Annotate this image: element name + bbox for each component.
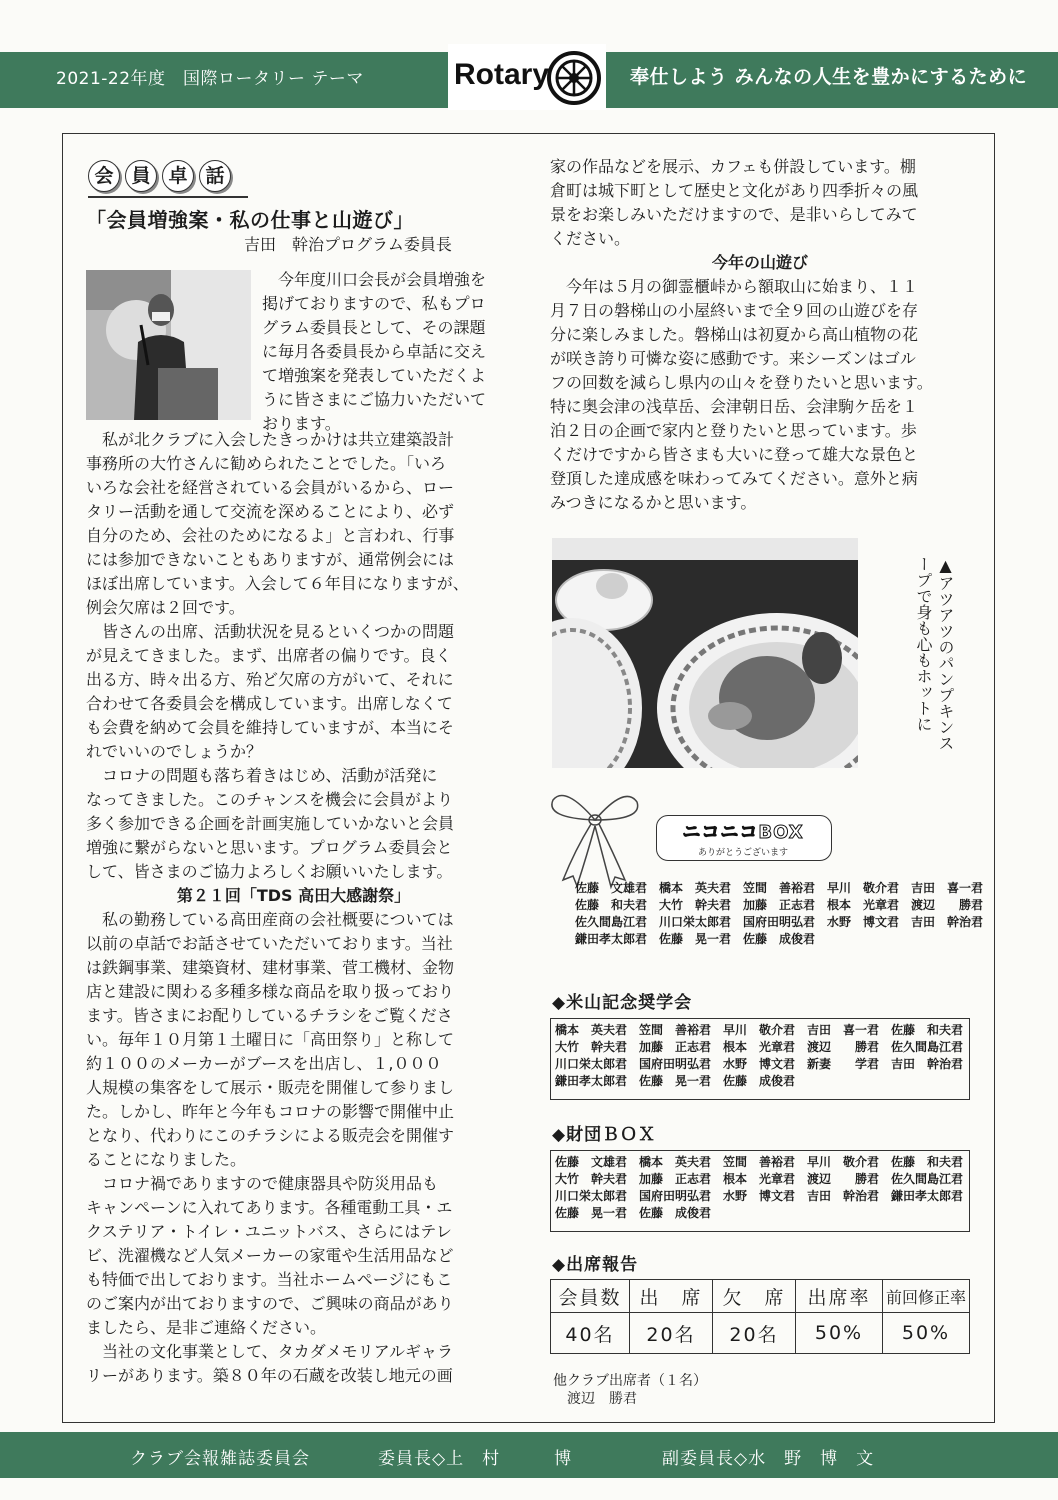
attendance-value-cell: 40名 <box>551 1313 630 1354</box>
text-line: 増強に繋がらないと思います。プログラム委員会と <box>86 838 453 857</box>
name-row: 佐藤 和夫君 大竹 幹夫君 加藤 正志君 根本 光章君 渡辺 勝君 <box>575 898 984 912</box>
text-line: ましたら、是非ご連絡ください。 <box>86 1318 327 1337</box>
text-line: 自分のため、会社のためになるよ」と言われ、行事 <box>86 526 455 545</box>
attendance-value-cell: 50% <box>796 1313 883 1354</box>
subheading-tds: 第２１回「TDS 高田大感謝祭」 <box>176 886 411 905</box>
article-intro <box>262 268 502 436</box>
text-line: して、皆さまのご協力よろしくお願いいたします。 <box>86 862 453 881</box>
section-label-char: 会 <box>88 160 120 192</box>
name-row: 大竹 幹夫君 加藤 正志君 根本 光章君 渡辺 勝君 佐久間島江君 <box>555 1040 964 1054</box>
food-photo <box>552 538 858 768</box>
text-line: いろな会社を経営されている会員がいるから、ロー <box>86 478 455 497</box>
photo-caption: ▲アツアツのパンプキンスープで身も心もホットに <box>914 556 955 751</box>
text-line: 月７日の磐梯山の小屋終いまで全９回の山遊びを存 <box>550 301 919 320</box>
text-line: 特に奥会津の浅草岳、会津朝日岳、会津駒ケ岳を１ <box>550 397 919 416</box>
text-line: クステリア・トイレ・ユニットバス、さらにはテレ <box>86 1222 452 1241</box>
article-body-left <box>86 428 501 1388</box>
text-line: は鉄鋼事業、建築資材、建材事業、菅工機材、金物 <box>86 958 455 977</box>
other-club-label: 他クラブ出席者（１名） <box>553 1373 707 1389</box>
text-line: 倉町は城下町として歴史と文化があり四季折々の風 <box>550 181 919 200</box>
text-line: れでいいのでしょうか？ <box>86 742 263 761</box>
text-line: 人規模の集客をして展示・販売を開催して参りまし <box>86 1078 455 1097</box>
yonezawa-heading: ◆米山記念奨学会 <box>552 993 693 1013</box>
text-line: のご案内が出ておりますので、ご興味の商品があり <box>86 1294 454 1313</box>
text-line: 当社の文化事業として、タカダメモリアルギャラ <box>86 1342 454 1361</box>
attendance-header-cell: 欠 席 <box>713 1280 796 1313</box>
text-line: に毎月各委員長から卓話に交え <box>262 342 487 361</box>
text-line: て増強案を発表していただくよ <box>262 366 487 385</box>
text-line: 事務所の大竹さんに勧められたことでした。「いろ <box>86 454 447 473</box>
text-line: コロナの問題も落ち着きはじめ、活動が活発に <box>86 766 438 785</box>
text-line: た。しかし、昨年と今年もコロナの影響で開催中止 <box>86 1102 455 1121</box>
nikoniko-box-title: ニコニコBOX <box>682 822 804 843</box>
attendance-header-cell: 会員数 <box>551 1280 630 1313</box>
header-theme: 奉仕しよう みんなの人生を豊かにするために <box>630 66 1028 88</box>
text-line: 皆さんの出席、活動状況を見るといくつかの問題 <box>86 622 455 641</box>
text-line: ください。 <box>550 229 631 248</box>
yonezawa-names <box>550 1018 970 1100</box>
other-club-name: 渡辺 勝君 <box>567 1391 637 1407</box>
name-row: 鎌田孝太郎君 佐藤 晃一君 佐藤 成俊君 <box>575 932 816 946</box>
attendance-value-row <box>551 1313 970 1354</box>
text-line: が見えてきました。まず、出席者の偏りです。良く <box>86 646 452 665</box>
name-row: 佐藤 晃一君 佐藤 成俊君 <box>555 1206 712 1220</box>
name-row: 佐藤 文雄君 橋本 英夫君 笠間 善裕君 早川 敬介君 佐藤 和夫君 <box>555 1155 964 1169</box>
rotary-logo-text: Rotary <box>454 58 550 91</box>
speaker-photo <box>86 270 251 420</box>
section-label-char: 卓 <box>162 160 194 192</box>
text-line: 今年は５月の御霊櫃峠から額取山に始まり、１１ <box>550 277 919 296</box>
attendance-header-row <box>551 1280 970 1313</box>
text-line: 私が北クラブに入会したきっかけは共立建築設計 <box>86 430 455 449</box>
attendance-header-cell: 前回修正率 <box>883 1280 970 1313</box>
zaidan-heading: ◆財団ＢＯＸ <box>552 1125 657 1145</box>
attendance-value-cell: 50% <box>883 1313 970 1354</box>
section-label-underline <box>88 196 248 198</box>
header-year-theme-label: 2021-22年度 国際ロータリー テーマ <box>56 69 364 89</box>
text-line: なってきました。このチャンスを機会に会員がより <box>86 790 454 809</box>
text-line: 多く参加できる企画を計画実施していかないと会員 <box>86 814 455 833</box>
article-body-right <box>550 155 970 515</box>
text-line: 出る方、時々出る方、殆ど欠席の方がいて、それに <box>86 670 454 689</box>
attendance-header-cell: 出席率 <box>796 1280 883 1313</box>
text-line: 掲げておりますので、私もプロ <box>262 294 486 313</box>
section-label <box>88 160 236 192</box>
text-line: ほぼ出席しています。入会して６年目になりますが、 <box>86 574 469 593</box>
text-line: 店と建設に関わる多種多様な商品を取り扱っており <box>86 982 455 1001</box>
text-line: リーがあります。築８０年の石蔵を改装し地元の画 <box>86 1366 453 1385</box>
section-label-char: 員 <box>125 160 157 192</box>
text-line: も特価で出しております。当社ホームページにもこ <box>86 1270 453 1289</box>
attendance-header-cell: 出 席 <box>630 1280 713 1313</box>
text-line: 今年度川口会長が会員増強を <box>262 270 487 289</box>
name-row: 佐久間島江君 川口栄太郎君 国府田明弘君 水野 博文君 吉田 幹治君 <box>575 915 984 929</box>
text-line: うに皆さまにご協力いただいて <box>262 390 487 409</box>
text-line: 景をお楽しみいただけますので、是非いらしてみて <box>550 205 918 224</box>
text-line: が咲き誇り可憐な姿に感動です。来シーズンはゴル <box>550 349 916 368</box>
other-club-attendance <box>553 1372 707 1408</box>
text-line: 登頂した達成感を味わってみてください。意外と病 <box>550 469 918 488</box>
nikoniko-box-subtitle: ありがとうございます <box>697 848 788 858</box>
subheading-mountain: 今年の山遊び <box>711 253 808 272</box>
zaidan-names <box>550 1150 970 1232</box>
text-line: キャンペーンに入れてあります。各種電動工具・エ <box>86 1198 453 1217</box>
text-line: タリー活動を通して交流を深めることにより、必ず <box>86 502 455 521</box>
text-line: おります。 <box>262 414 341 433</box>
text-line: 以前の卓話でお話させていただいております。当社 <box>86 934 453 953</box>
text-line: 家の作品などを展示、カフェも併設しています。棚 <box>550 157 916 176</box>
text-line: みつきになるかと思います。 <box>550 493 757 512</box>
attendance-heading: ◆出席報告 <box>552 1255 639 1275</box>
text-line: フの回数を減らし県内の山々を登りたいと思います。 <box>550 373 933 392</box>
footer-chair: 委員長◇上 村 博 <box>378 1449 573 1469</box>
attendance-value-cell: 20名 <box>630 1313 713 1354</box>
text-line: コロナ禍でありますので健康器具や防災用品も <box>86 1174 439 1193</box>
name-row: 大竹 幹夫君 加藤 正志君 根本 光章君 渡辺 勝君 佐久間島江君 <box>555 1172 964 1186</box>
text-line: ビ、洗濯機など人気メーカーの家電や生活用品など <box>86 1246 454 1265</box>
text-line: 約１００のメーカーがブースを出店し、１,０００ <box>86 1054 442 1073</box>
rotary-wheel-icon <box>546 50 602 106</box>
text-line: ることになりました。 <box>86 1150 247 1169</box>
text-line: 合わせて各委員会を構成しています。出席しなくて <box>86 694 453 713</box>
name-row: 佐藤 文雄君 橋本 英夫君 笠間 善裕君 早川 敬介君 吉田 喜一君 <box>575 881 984 895</box>
text-line: グラム委員長として、その課題 <box>262 318 486 337</box>
name-row: 鎌田孝太郎君 佐藤 晃一君 佐藤 成俊君 <box>555 1074 796 1088</box>
footer-committee: クラブ会報雑誌委員会 <box>130 1449 310 1469</box>
text-line: 泊２日の企画で家内と登りたいと思っています。歩 <box>550 421 917 440</box>
footer-vice-chair: 副委員長◇水 野 博 文 <box>662 1449 875 1469</box>
name-row: 川口栄太郎君 国府田明弘君 水野 博文君 新妻 学君 吉田 幹治君 <box>555 1057 964 1071</box>
text-line: ます。皆さまにお配りしているチラシをご覧くださ <box>86 1006 453 1025</box>
text-line: 分に楽しみました。磐梯山は初夏から高山植物の花 <box>550 325 919 344</box>
text-line: には参加できないこともありますが、通常例会には <box>86 550 455 569</box>
text-line: も会費を納めて会員を維持していますが、本当にそ <box>86 718 455 737</box>
text-line: 私の勤務している高田産商の会社概要については <box>86 910 454 929</box>
attendance-value-cell: 20名 <box>713 1313 796 1354</box>
ribbon-bow-icon <box>545 780 645 890</box>
article-author: 吉田 幹治プログラム委員長 <box>244 235 452 254</box>
footer-band <box>0 1432 1058 1478</box>
text-line: い。毎年１０月第１土曜日に「高田祭り」と称して <box>86 1030 455 1049</box>
text-line: くだけですから皆さまも大いに登って雄大な景色と <box>550 445 919 464</box>
section-label-char: 話 <box>199 160 231 192</box>
article-title: 「会員増強案・私の仕事と山遊び」 <box>86 208 414 232</box>
name-row: 橋本 英夫君 笠間 善裕君 早川 敬介君 吉田 喜一君 佐藤 和夫君 <box>555 1023 964 1037</box>
name-row: 川口栄太郎君 国府田明弘君 水野 博文君 吉田 幹治君 鎌田孝太郎君 <box>555 1189 964 1203</box>
text-line: 例会欠席は２回です。 <box>86 598 245 617</box>
text-line: となり、代わりにこのチラシによる販売会を開催す <box>86 1126 455 1145</box>
nikoniko-names <box>575 880 983 948</box>
attendance-table <box>550 1279 970 1354</box>
